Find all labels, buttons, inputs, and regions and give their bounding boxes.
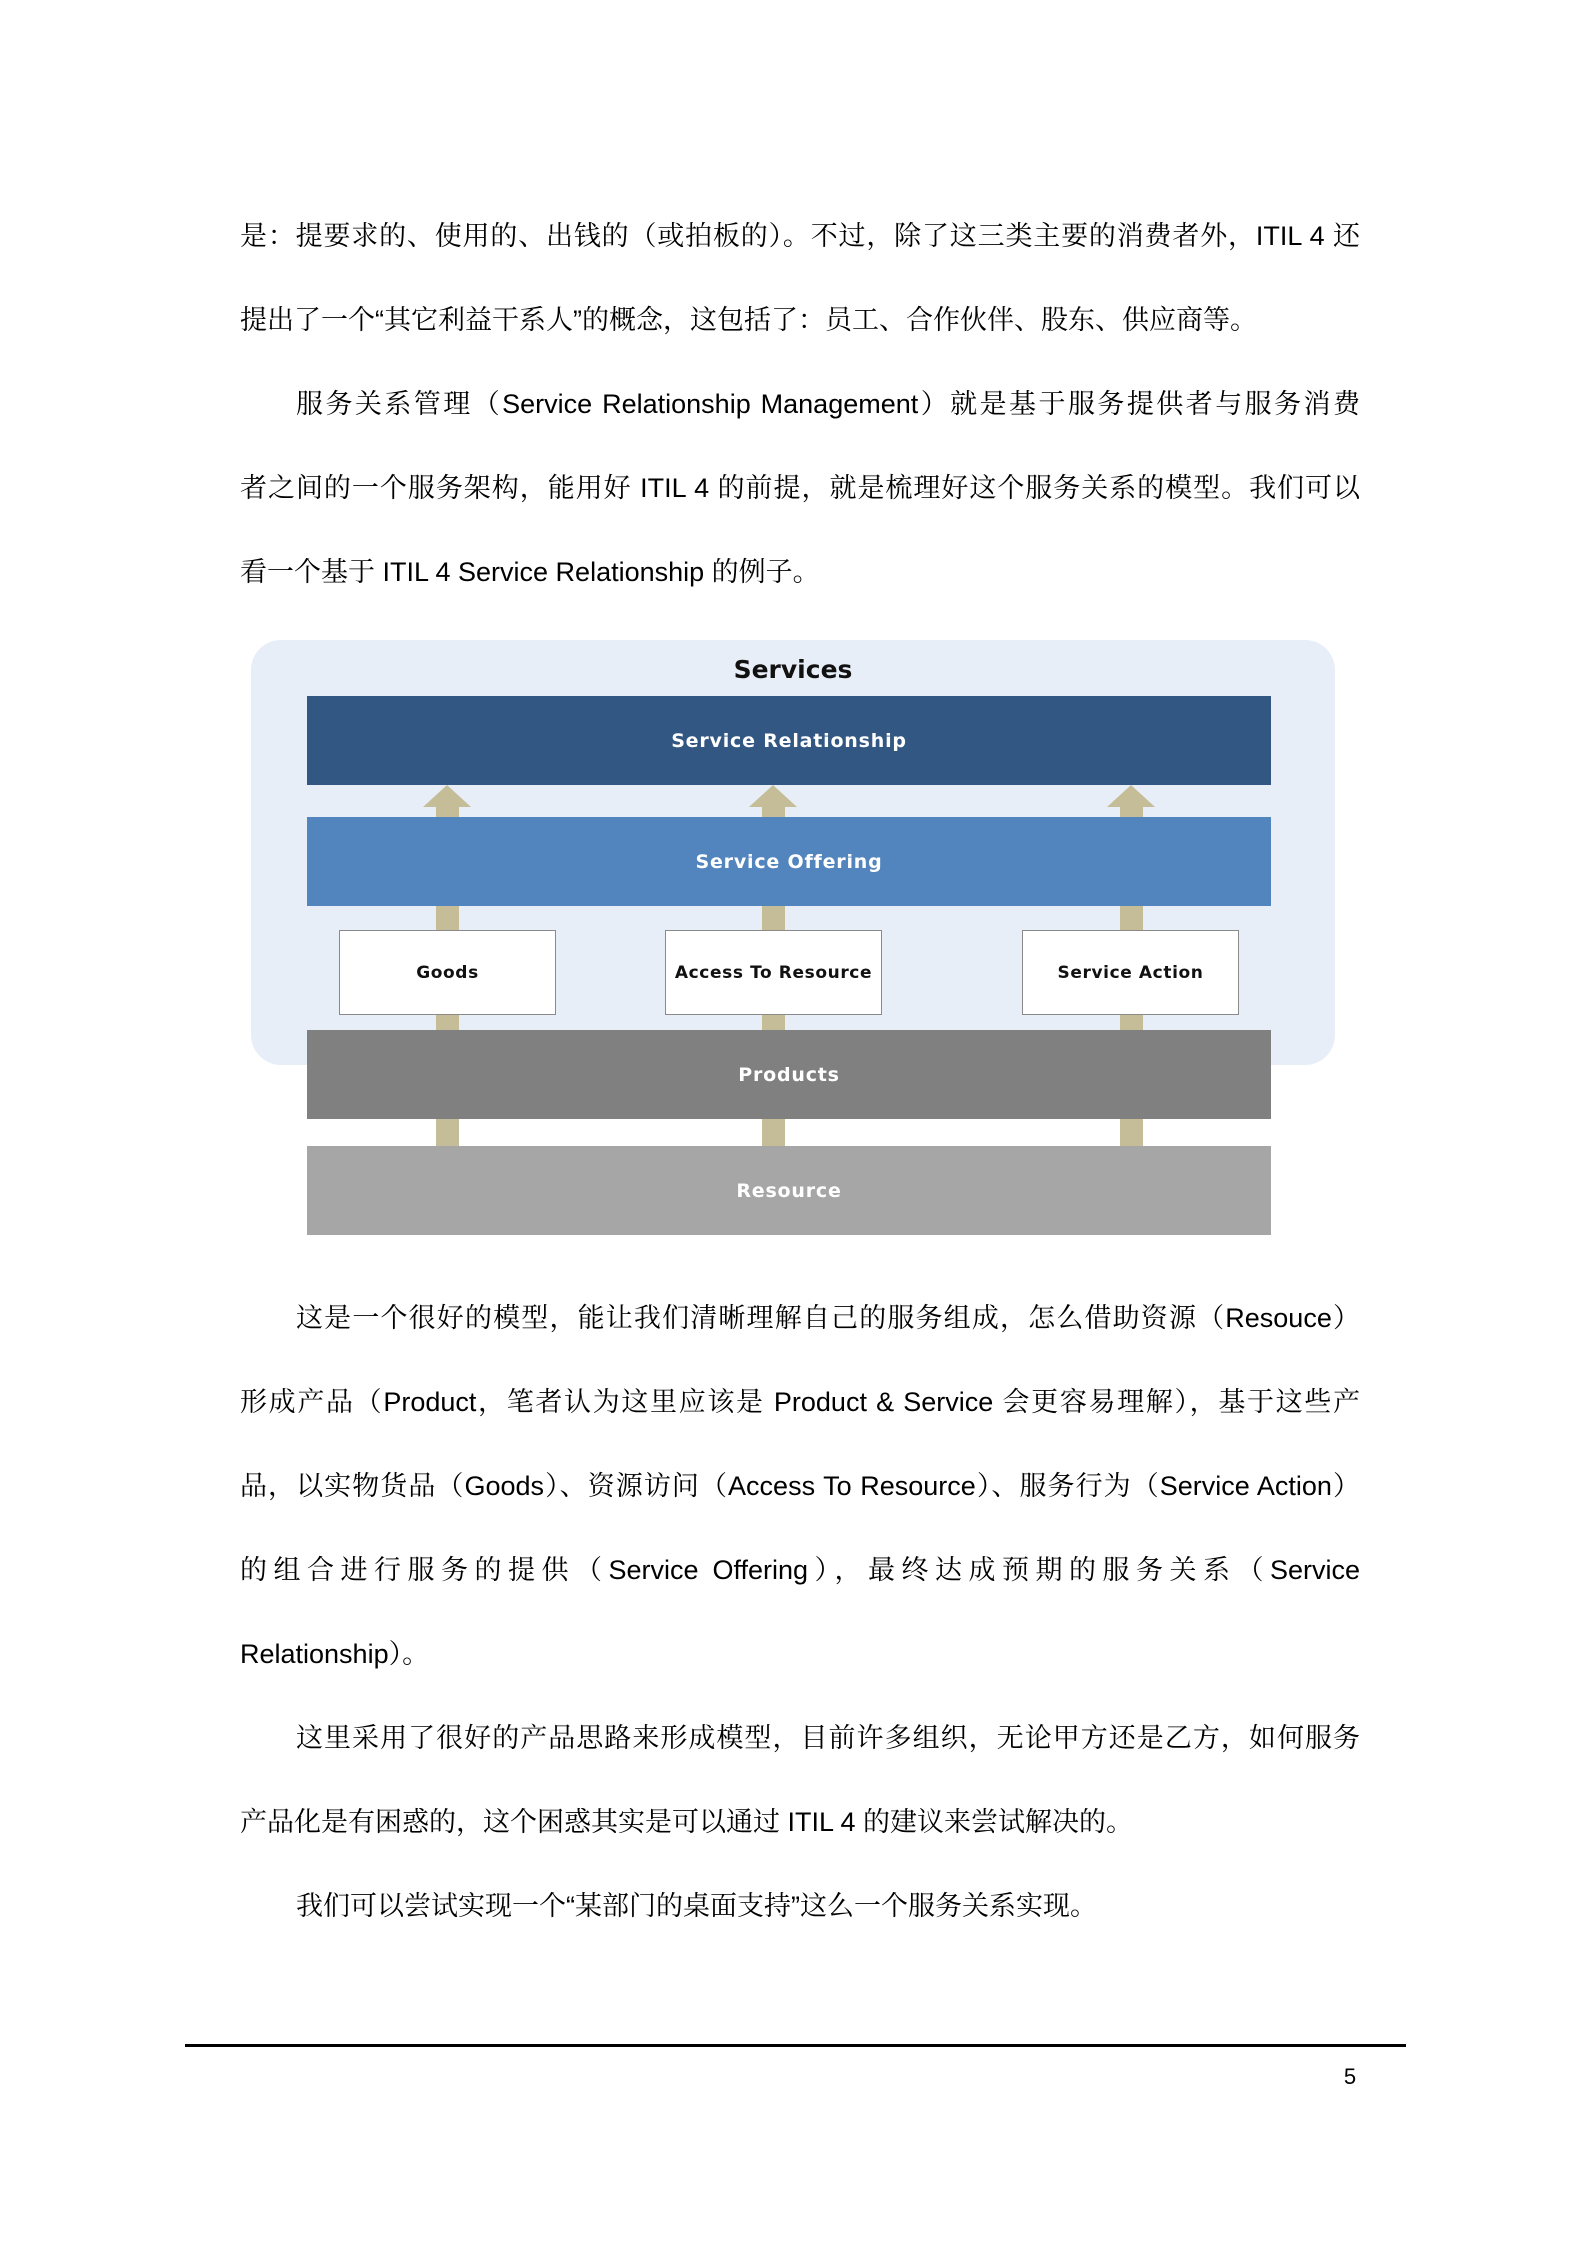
text-line: 形成产品（Product，笔者认为这里应该是 Product & Service 会更容易理解），基于这些产: [240, 1387, 1360, 1417]
component-label: Service Action: [1057, 962, 1204, 983]
arrow-shaft: [436, 905, 459, 930]
component-label: Access To Resource: [674, 962, 873, 983]
page-number: 5: [1343, 2064, 1357, 2089]
text-line: 提出了一个“其它利益干系人”的概念，这包括了：员工、合作伙伴、股东、供应商等。: [240, 305, 1257, 335]
layer-service-relationship: [307, 696, 1271, 785]
arrow-shaft: [436, 1015, 459, 1030]
text-line: Relationship）。: [240, 1639, 430, 1669]
paragraph-start-line: 我们可以尝试实现一个“某部门的桌面支持”这么一个服务关系实现。: [296, 1891, 1097, 1921]
diagram-title: Services: [733, 655, 853, 684]
layer-label: Service Relationship: [671, 729, 907, 752]
layer-service-offering: [307, 817, 1271, 906]
layer-label: Resource: [736, 1179, 842, 1202]
paragraph-start-line: 这里采用了很好的产品思路来形成模型，目前许多组织，无论甲方还是乙方，如何服务: [296, 1723, 1360, 1753]
arrow-up-icon: [423, 785, 471, 807]
layer-label: Service Offering: [695, 850, 883, 873]
paragraph-start-line: 服务关系管理（Service Relationship Management）就是基于服务提供者与服务消费: [296, 389, 1360, 419]
text-line: 是：提要求的、使用的、出钱的（或拍板的）。不过，除了这三类主要的消费者外，ITIL 4 还: [240, 221, 1360, 251]
paragraph-start-line: 这是一个很好的模型，能让我们清晰理解自己的服务组成，怎么借助资源（Resouce）: [296, 1303, 1360, 1333]
arrow-up-icon: [749, 785, 797, 807]
arrow-shaft: [762, 1015, 785, 1030]
arrow-shaft: [436, 1119, 459, 1146]
text-line: 者之间的一个服务架构，能用好 ITIL 4 的前提，就是梳理好这个服务关系的模型。我们可以: [240, 473, 1360, 503]
component-service-action: [1022, 930, 1239, 1015]
layer-resource: [307, 1146, 1271, 1235]
text-line: 品，以实物货品（Goods）、资源访问（Access To Resource）、服务行为（Service Action）: [240, 1471, 1360, 1501]
text-line: 看一个基于 ITIL 4 Service Relationship 的例子。: [240, 557, 820, 587]
layer-products: [307, 1030, 1271, 1119]
arrow-shaft: [1120, 1015, 1143, 1030]
component-access-to-resource: [665, 930, 882, 1015]
footer-divider: [185, 2044, 1406, 2047]
layer-label: Products: [738, 1063, 840, 1086]
text-line: 的组合进行服务的提供（Service Offering），最终达成预期的服务关系（Service: [240, 1555, 1360, 1585]
arrow-shaft: [762, 1119, 785, 1146]
arrow-shaft: [1120, 905, 1143, 930]
arrow-up-icon: [1107, 785, 1155, 807]
arrow-shaft: [762, 905, 785, 930]
arrow-shaft: [1120, 1119, 1143, 1146]
component-label: Goods: [416, 962, 479, 983]
component-goods: [339, 930, 556, 1015]
text-line: 产品化是有困惑的，这个困惑其实是可以通过 ITIL 4 的建议来尝试解决的。: [240, 1807, 1134, 1837]
